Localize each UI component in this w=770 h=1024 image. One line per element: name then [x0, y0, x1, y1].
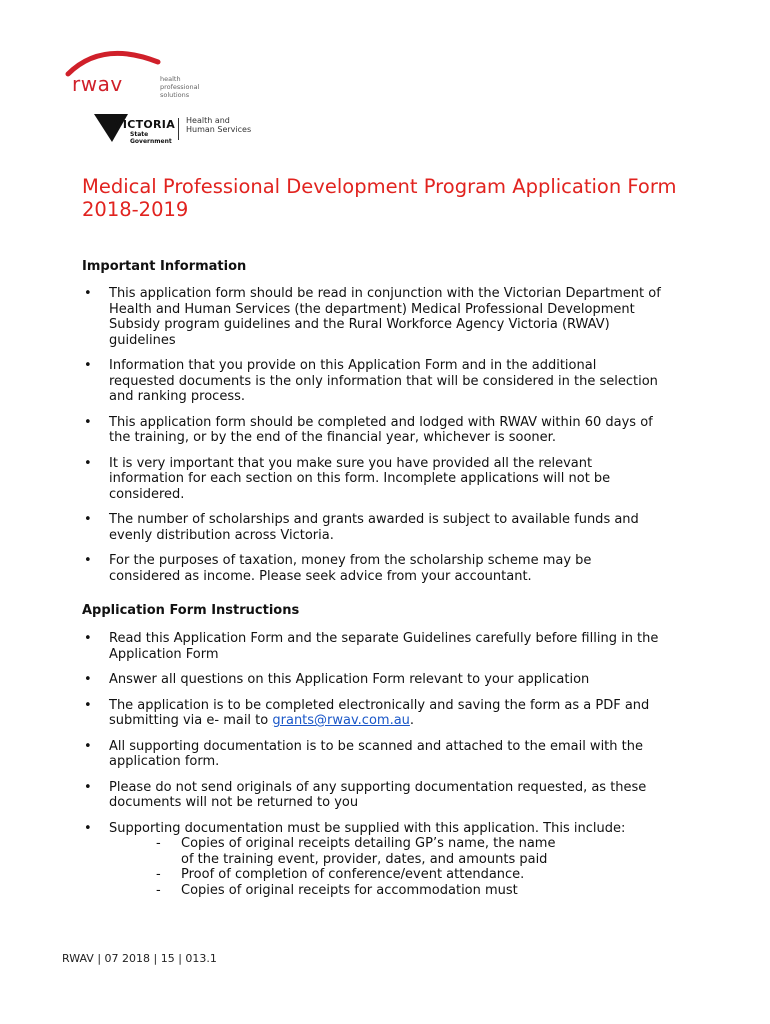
victoria-logo-text: VICTORIA — [114, 118, 176, 131]
list-item: • For the purposes of taxation, money from the scholarship scheme may be considered as income. Please seek advice from your accountant. — [84, 553, 592, 584]
instructions-heading: Application Form Instructions — [82, 603, 300, 618]
supporting-documents-sublist — [156, 836, 662, 898]
sub-list-item: - Proof of completion of conference/event attendance. — [156, 867, 525, 882]
list-item: • The application is to be completed electronically and saving the form as a PDF and submitting via e- mail to grants@rwav.com.au. — [84, 697, 650, 728]
department-name: Health and Human Services — [186, 116, 252, 134]
page-footer: RWAV | 07 2018 | 15 | 013.1 — [62, 952, 217, 965]
important-information-heading: Important Information — [82, 259, 247, 274]
list-item: • Please do not send originals of any supporting documentation requested, as these documents will not be returned to you — [84, 779, 647, 810]
list-item: • This application form should be read in conjunction with the Victorian Department of Health and Human Services (the department) Medical Professional Development Subsidy program guidelines and the Rural Workforce Agency Victoria (RWAV) guidelines — [84, 286, 661, 348]
important-information-list — [82, 286, 662, 594]
title-year: 2018-2019 — [82, 197, 189, 221]
list-item: • The number of scholarships and grants awarded is subject to available funds and evenly distribution across Victoria. — [84, 512, 639, 543]
instructions-list — [82, 631, 662, 908]
page-title — [82, 176, 682, 221]
grants-email-link[interactable]: grants@rwav.com.au — [272, 713, 410, 728]
rwav-logo-text: rwav — [72, 72, 123, 96]
list-item: • This application form should be completed and lodged with RWAV within 60 days of the training, or by the end of the financial year, whichever is sooner. — [84, 414, 653, 445]
sub-list-item: - Copies of original receipts detailing GP’s name, the name of the training event, provider, dates, and amounts paid — [156, 836, 556, 867]
logo-divider — [178, 118, 179, 140]
title-main: Medical Professional Development Program Application Form — [82, 175, 677, 198]
list-item: • All supporting documentation is to be scanned and attached to the email with the application form. — [84, 738, 643, 769]
list-item: • Answer all questions on this Application Form relevant to your application — [84, 672, 590, 687]
victoria-government-logo — [92, 110, 252, 146]
rwav-logo — [62, 44, 202, 108]
list-item: • It is very important that you make sure you have provided all the relevant information for each section on this form. Incomplete applications will not be considered. — [84, 455, 611, 502]
list-item: • Information that you provide on this Application Form and in the additional requested documents is the only information that will be considered in the selection and ranking process. — [84, 358, 658, 404]
list-item: • Read this Application Form and the separate Guidelines carefully before filling in the Application Form — [84, 631, 659, 662]
sub-list-item: - Copies of original receipts for accommodation must — [156, 882, 518, 898]
state-government-text: State Government — [130, 131, 172, 145]
rwav-tagline: health professional solutions — [160, 75, 200, 99]
list-item: • Supporting documentation must be supplied with this application. This include: - Copies of original receipts detailing GP’s name, the name of the training event, provider, dates, and amounts paid - Proof of completion of conference/event attendance. - Copies of original receipts for accommodation must — [82, 821, 662, 899]
